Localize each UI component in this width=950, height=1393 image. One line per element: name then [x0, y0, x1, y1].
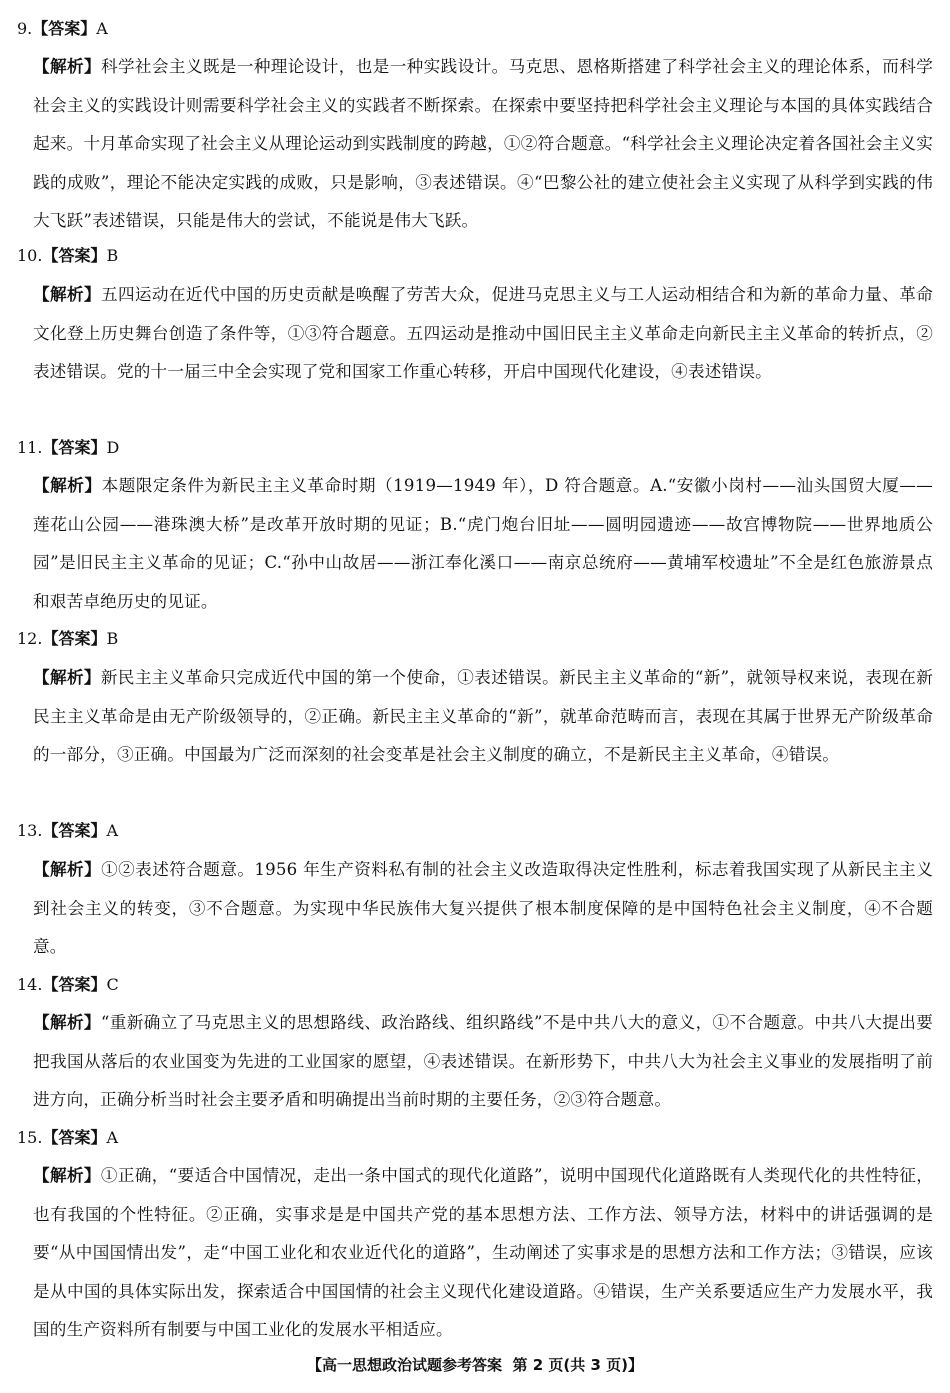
answer-letter: A — [96, 19, 108, 38]
answer-line — [17, 821, 118, 841]
answer-tag: 【答案】 — [42, 438, 107, 457]
explanation-tag: 【解析】 — [33, 1166, 101, 1185]
answer-tag: 【答案】 — [32, 19, 97, 38]
explanation-text: 本题限定条件为新民主主义革命时期（1919—1949 年），D 符合题意。A.“安徽小岗村——汕头国贸大厦——莲花山公园——港珠澳大桥”是改革开放时期的见证；B.“虎门炮台旧址——圆明园遗迹——故宫博物院——世界地质公园”是旧民主主义革命的见证；C.“孙中山故居——浙江奉化溪口——南京总统府——黄埔军校遗址”不全是红色旅游景点和艰苦卓绝历史的见证。 — [33, 476, 933, 611]
explanation-tag: 【解析】 — [33, 57, 101, 76]
question-number: 11. — [17, 438, 43, 457]
answer-line — [17, 438, 119, 458]
answer-line — [17, 629, 118, 649]
explanation-text: ①②表述符合题意。1956 年生产资料私有制的社会主义改造取得决定性胜利，标志着我国实现了从新民主主义到社会主义的转变，③不合题意。为实现中华民族伟大复兴提供了根本制度保障的是中国特色社会主义制度，④不合题意。 — [33, 860, 933, 956]
answer-line — [17, 246, 118, 266]
page-footer — [0, 1354, 950, 1376]
answer-tag: 【答案】 — [42, 246, 107, 265]
question-number: 13. — [17, 821, 43, 840]
explanation-paragraph — [33, 851, 933, 967]
question-number: 9. — [17, 19, 33, 38]
answer-letter: D — [106, 438, 120, 457]
explanation-tag: 【解析】 — [33, 285, 101, 304]
answer-letter: A — [106, 821, 119, 840]
answer-tag: 【答案】 — [42, 1128, 107, 1147]
explanation-paragraph — [33, 659, 933, 775]
answer-tag: 【答案】 — [42, 975, 107, 994]
answer-letter: C — [106, 975, 119, 994]
answer-tag: 【答案】 — [42, 629, 107, 648]
question-number: 15. — [17, 1128, 43, 1147]
explanation-paragraph — [33, 276, 933, 392]
explanation-text: “重新确立了马克思主义的思想路线、政治路线、组织路线”不是中共八大的意义，①不合题意。中共八大提出要把我国从落后的农业国变为先进的工业国家的愿望，④表述错误。在新形势下，中共八大为社会主义事业的发展指明了前进方向，正确分析当时社会主要矛盾和明确提出当前时期的主要任务，②③符合题意。 — [33, 1013, 933, 1109]
answer-line — [17, 1128, 118, 1148]
footer-page-number: 第 2 页(共 3 页)】 — [512, 1356, 643, 1374]
answer-tag: 【答案】 — [42, 821, 107, 840]
explanation-paragraph — [33, 1157, 933, 1350]
explanation-text: ①正确，“要适合中国情况，走出一条中国式的现代化道路”，说明中国现代化道路既有人类现代化的共性特征，也有我国的个性特征。②正确，实事求是是中国共产党的基本思想方法、工作方法、领导方法，材料中的讲话强调的是要“从中国国情出发”，走“中国工业化和农业近代化的道路”，生动阐述了实事求是的思想方法和工作方法；③错误，应该是从中国的具体实际出发，探索适合中国国情的社会主义现代化建设道路。④错误，生产关系要适应生产力发展水平，我国的生产资料所有制要与中国工业化的发展水平相适应。 — [33, 1166, 933, 1339]
answer-letter: B — [106, 246, 119, 265]
question-number: 10. — [17, 246, 43, 265]
answer-line — [17, 975, 119, 995]
explanation-tag: 【解析】 — [33, 476, 102, 495]
footer-title: 【高一思想政治试题参考答案 — [307, 1356, 503, 1374]
explanation-paragraph — [33, 48, 933, 241]
explanation-text: 五四运动在近代中国的历史贡献是唤醒了劳苦大众，促进马克思主义与工人运动相结合和为新的革命力量、革命文化登上历史舞台创造了条件等，①③符合题意。五四运动是推动中国旧民主主义革命走向新民主主义革命的转折点，②表述错误。党的十一届三中全会实现了党和国家工作重心转移，开启中国现代化建设，④表述错误。 — [33, 285, 934, 381]
explanation-text: 新民主主义革命只完成近代中国的第一个使命，①表述错误。新民主主义革命的“新”，就领导权来说，表现在新民主主义革命是由无产阶级领导的，②正确。新民主主义革命的“新”，就革命范畴而言，表现在其属于世界无产阶级革命的一部分，③正确。中国最为广泛而深刻的社会变革是社会主义制度的确立，不是新民主主义革命，④错误。 — [33, 668, 933, 764]
explanation-tag: 【解析】 — [33, 668, 101, 687]
answer-line — [17, 19, 108, 39]
explanation-text: 科学社会主义既是一种理论设计，也是一种实践设计。马克思、恩格斯搭建了科学社会主义的理论体系，而科学社会主义的实践设计则需要科学社会主义的实践者不断探索。在探索中要坚持把科学社会主义理论与本国的具体实践结合起来。十月革命实现了社会主义从理论运动到实践制度的跨越，①②符合题意。“科学社会主义理论决定着各国社会主义实践的成败”，理论不能决定实践的成败，只是影响，③表述错误。④“巴黎公社的建立使社会主义实现了从科学到实践的伟大飞跃”表述错误，只能是伟大的尝试，不能说是伟大飞跃。 — [33, 57, 934, 230]
answer-letter: B — [106, 629, 119, 648]
question-number: 12. — [17, 629, 43, 648]
explanation-paragraph — [33, 467, 933, 621]
explanation-tag: 【解析】 — [33, 860, 102, 879]
explanation-tag: 【解析】 — [33, 1013, 101, 1032]
explanation-paragraph — [33, 1004, 933, 1120]
question-number: 14. — [17, 975, 43, 994]
answer-letter: A — [106, 1128, 119, 1147]
